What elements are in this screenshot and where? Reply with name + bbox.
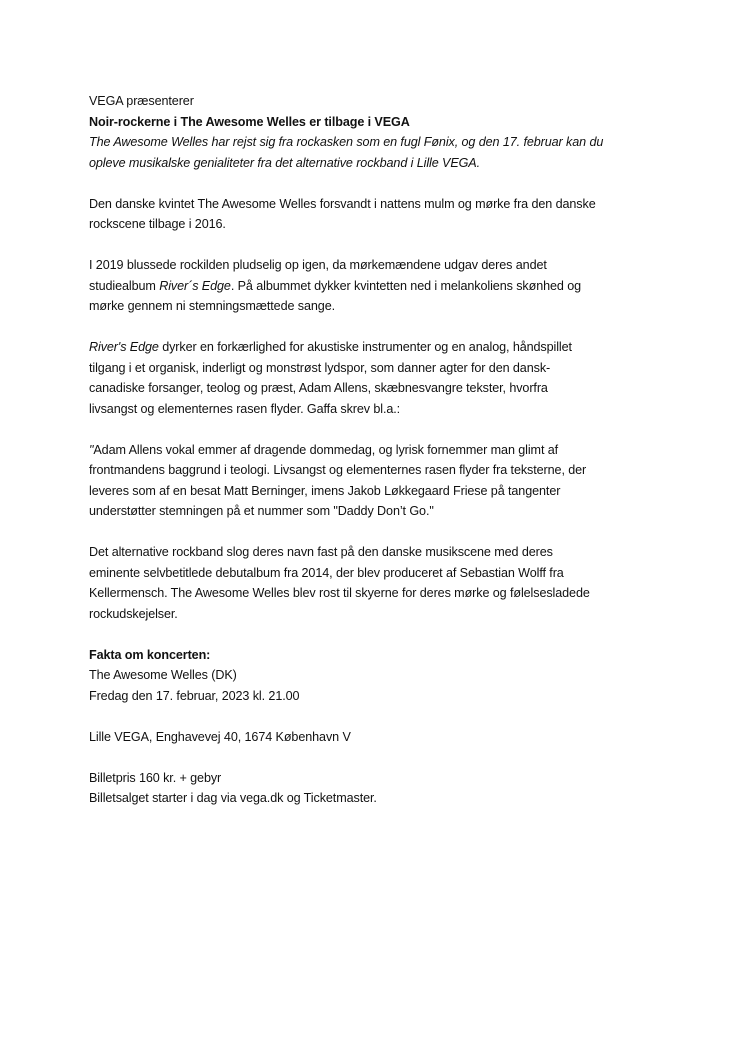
facts-venue: Lille VEGA, Enghavevej 40, 1674 København V: [89, 729, 351, 744]
paragraph-line: rockudskejelser.: [89, 606, 178, 621]
lead-line-1: The Awesome Welles har rejst sig fra rockasken som en fugl Fønix, og den 17. februar kan du: [89, 135, 604, 149]
paragraph-gap: [89, 747, 669, 768]
paragraph-intro: [89, 194, 669, 235]
press-release-document: [89, 91, 669, 809]
quote-line: understøtter stemningen på et nummer som "Daddy Don’t Go.": [89, 504, 434, 518]
facts-heading: Fakta om koncerten:: [89, 647, 211, 662]
text-run: studiealbum: [89, 278, 160, 293]
paragraph-line: eminente selvbetitlede debutalbum fra 2014, der blev produceret af Sebastian Wolff fra: [89, 565, 564, 580]
facts-date: Fredag den 17. februar, 2023 kl. 21.00: [89, 688, 300, 703]
paragraph-line: livsangst og elementernes rasen flyder. Gaffa skrev bl.a.:: [89, 401, 401, 416]
paragraph-gap: [89, 522, 669, 543]
paragraph-line: Kellermensch. The Awesome Welles blev rost til skyerne for deres mørke og følelsesladede: [89, 586, 590, 600]
quote-line: leveres som af en besat Matt Berninger, imens Jakob Løkkegaard Friese på tangenter: [89, 483, 561, 498]
quote-open-mark: ": [89, 442, 94, 457]
paragraph-line: Det alternative rockband slog deres navn fast på den danske musikscene med deres: [89, 545, 553, 559]
album-title: River's Edge: [89, 340, 159, 354]
facts-artist: The Awesome Welles (DK): [89, 668, 237, 682]
facts-price: Billetpris 160 kr. + gebyr: [89, 770, 222, 785]
paragraph-line: canadiske forsanger, teolog og præst, Adam Allens, skæbnesvangre tekster, hvorfra: [89, 381, 548, 395]
presenter-line: VEGA præsenterer: [89, 94, 194, 108]
paragraph-gap: [89, 235, 669, 256]
paragraph-debut: [89, 542, 669, 624]
paragraph-gap: [89, 317, 669, 338]
paragraph-gap: [89, 173, 669, 194]
quote-line: [89, 440, 669, 461]
paragraph-line: Den danske kvintet The Awesome Welles forsvandt i nattens mulm og mørke fra den danske: [89, 196, 596, 211]
quote-line: frontmandens baggrund i teologi. Livsangst og elementernes rasen flyder fra teksterne, der: [89, 463, 587, 477]
album-title: River´s Edge: [159, 278, 231, 293]
headline: Noir-rockerne i The Awesome Welles er tilbage i VEGA: [89, 114, 410, 129]
paragraph-album: [89, 255, 669, 317]
paragraph-line: tilgang i et organisk, inderligt og monstrøst lydspor, som danner agter for den dansk-: [89, 360, 551, 375]
text-run: Adam Allens vokal emmer af dragende dommedag, og lyrisk fornemmer man glimt af: [93, 442, 559, 457]
paragraph-line: [89, 337, 669, 358]
paragraph-line: mørke gennem ni stemningsmættede sange.: [89, 299, 335, 313]
paragraph-gap: [89, 419, 669, 440]
facts-ticket-sale: Billetsalget starter i dag via vega.dk og Ticketmaster.: [89, 791, 377, 805]
paragraph-gap: [89, 706, 669, 727]
facts-section: [89, 645, 669, 809]
paragraph-line: rockscene tilbage i 2016.: [89, 217, 226, 231]
lead-line-2: opleve musikalske genialiteter fra det alternative rockband i Lille VEGA.: [89, 155, 481, 170]
paragraph-sound: [89, 337, 669, 419]
text-run: . På albummet dykker kvintetten ned i melankoliens skønhed og: [230, 278, 582, 293]
paragraph-line: I 2019 blussede rockilden pludselig op igen, da mørkemændene udgav deres andet: [89, 258, 547, 272]
paragraph-line: [89, 276, 669, 297]
text-run: dyrker en forkærlighed for akustiske instrumenter og en analog, håndspillet: [158, 340, 572, 354]
paragraph-gap: [89, 624, 669, 645]
gaffa-quote: [89, 440, 669, 522]
